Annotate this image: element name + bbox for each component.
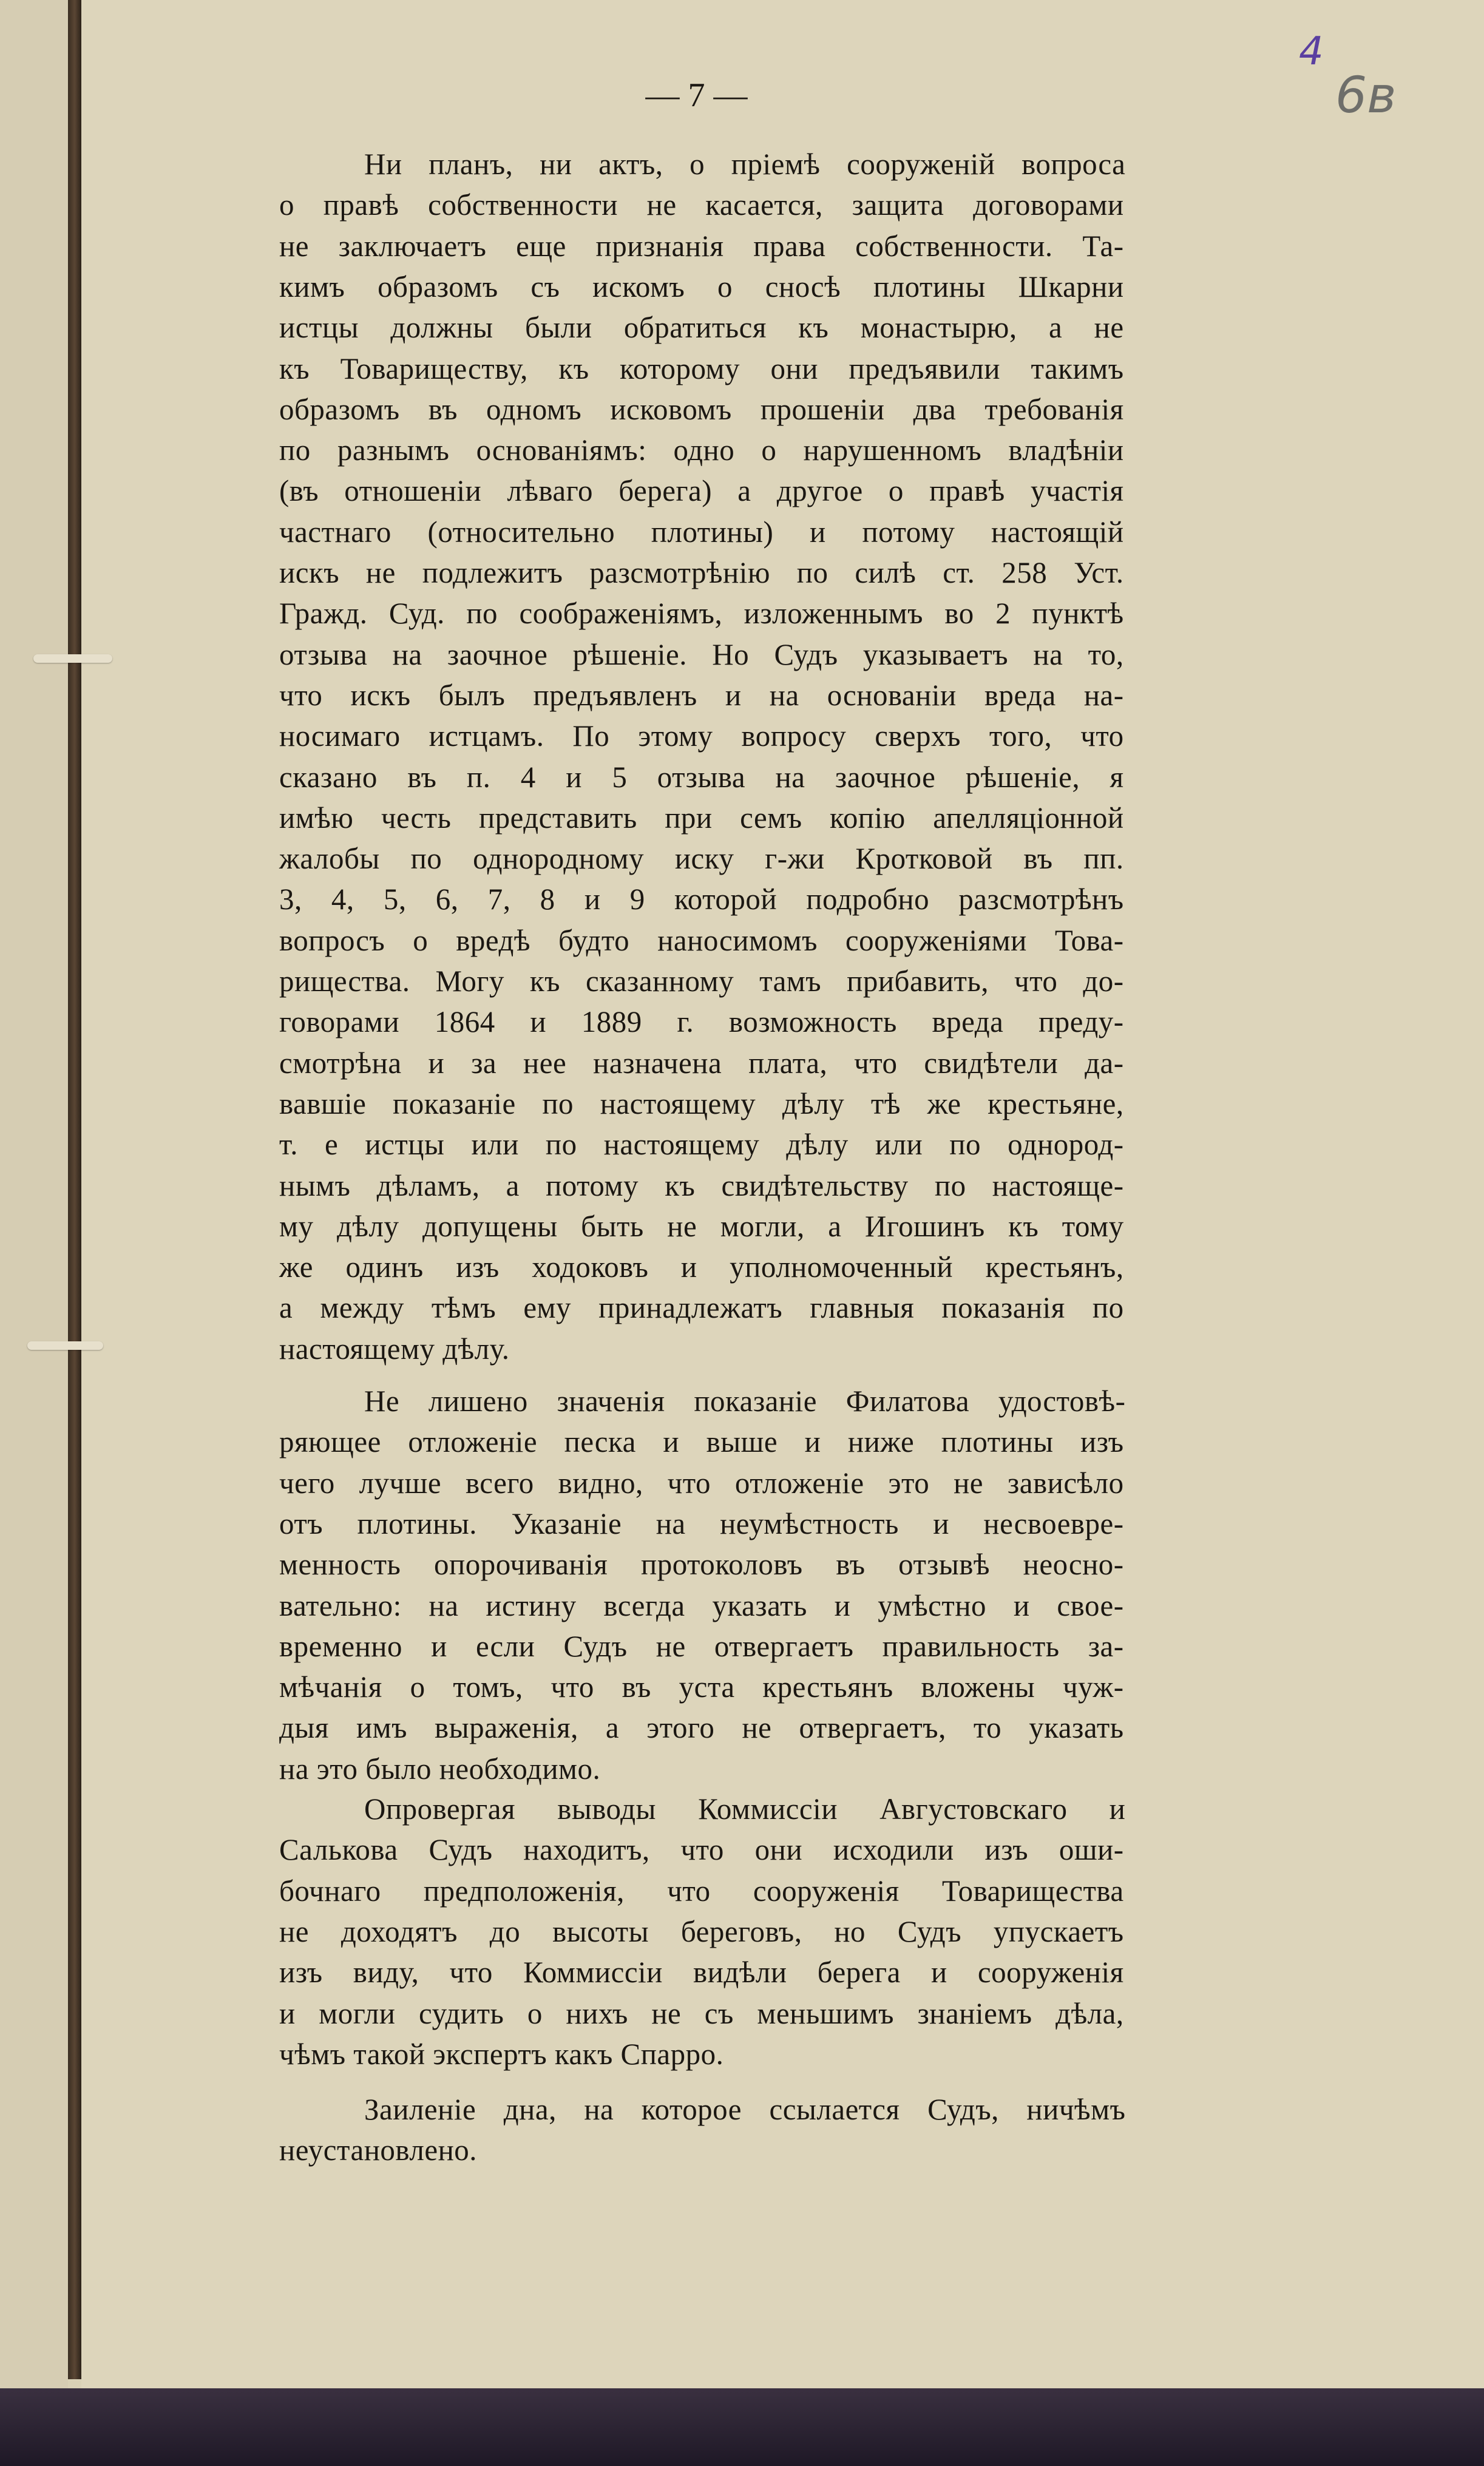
text-line: къ Товариществу, къ которому они предъявили такимъ bbox=[279, 351, 1124, 385]
text-line: искъ не подлежитъ разсмотрѣнiю по силѣ ст. 258 Уст. bbox=[279, 555, 1124, 589]
text-line: вавшiе показанiе по настоящему дѣлу тѣ же крестьяне, bbox=[279, 1086, 1124, 1120]
text-line: изъ виду, что Коммиссiи видѣли берега и сооруженiя bbox=[279, 1955, 1124, 1990]
text-line: Не лишено значенiя показанiе Филатова удостовѣ- bbox=[364, 1384, 1126, 1418]
binding-thread-upper bbox=[33, 654, 112, 663]
previous-page-edge bbox=[0, 0, 68, 2466]
background-shadow bbox=[0, 2388, 1484, 2466]
text-line: смотрѣна и за нее назначена плата, что свидѣтели да- bbox=[279, 1045, 1124, 1080]
text-line: носимаго истцамъ. По этому вопросу сверхъ того, что bbox=[279, 719, 1124, 753]
binding-thread-lower bbox=[27, 1341, 103, 1350]
text-line: что искъ былъ предъявленъ и на основанiи вреда на- bbox=[279, 677, 1124, 712]
text-line: по разнымъ основанiямъ: одно о нарушенномъ владѣнiи bbox=[279, 433, 1124, 467]
text-line: и могли судить о нихъ не съ меньшимъ знанiемъ дѣла, bbox=[279, 1996, 1124, 2030]
text-line: вопросъ о вредѣ будто наносимомъ сооруженiями Това- bbox=[279, 923, 1124, 957]
text-line: дыя имъ выраженiя, а этого не отвергаетъ, то указать bbox=[279, 1710, 1124, 1745]
text-line: бочнаго предположенiя, что сооруженiя Товарищества bbox=[279, 1873, 1124, 1908]
text-line: же одинъ изъ ходоковъ и уполномоченный крестьянъ, bbox=[279, 1250, 1124, 1284]
folio-ink-annotation: 4 bbox=[1299, 29, 1324, 74]
text-line: неустановлено. bbox=[279, 2133, 478, 2167]
text-line: т. е истцы или по настоящему дѣлу или по однород- bbox=[279, 1127, 1124, 1162]
text-line: (въ отношенiи лѣваго берега) а другое о правѣ участiя bbox=[279, 473, 1124, 508]
text-line: нымъ дѣламъ, а потому къ свидѣтельству по настояще- bbox=[279, 1168, 1124, 1202]
text-line: сказано въ п. 4 и 5 отзыва на заочное рѣшенiе, я bbox=[279, 759, 1124, 794]
text-line: настоящему дѣлу. bbox=[279, 1331, 510, 1366]
text-line: говорами 1864 и 1889 г. возможность вреда преду- bbox=[279, 1004, 1124, 1039]
text-line: на это было необходимо. bbox=[279, 1751, 601, 1786]
text-line: истцы должны были обратиться къ монастырю, а не bbox=[279, 310, 1124, 345]
text-line: частнаго (относительно плотины) и потому настоящiй bbox=[279, 514, 1124, 549]
page-number-text: — 7 — bbox=[645, 76, 748, 114]
text-line: менность опорочиванiя протоколовъ въ отзывѣ неосно- bbox=[279, 1547, 1124, 1582]
text-line: жалобы по однородному иску г-жи Кротковой въ пп. bbox=[279, 841, 1124, 876]
text-line: му дѣлу допущены быть не могли, а Игошинъ къ тому bbox=[279, 1208, 1124, 1243]
text-line: ряющее отложенiе песка и выше и ниже плотины изъ bbox=[279, 1424, 1124, 1459]
text-line: вательно: на истину всегда указать и умѣстно и свое- bbox=[279, 1588, 1124, 1622]
text-line: не заключаетъ еще признанiя права собственности. Та- bbox=[279, 228, 1124, 263]
text-line: а между тѣмъ ему принадлежатъ главныя показанiя по bbox=[279, 1290, 1124, 1325]
text-line: рищества. Могу къ сказанному тамъ прибавить, что до- bbox=[279, 964, 1124, 998]
text-line: отзыва на заочное рѣшенiе. Но Судъ указываетъ на то, bbox=[279, 637, 1124, 671]
text-line: не доходятъ до высоты береговъ, но Судъ упускаетъ bbox=[279, 1914, 1124, 1948]
text-line: Салькова Судъ находитъ, что они исходили изъ оши- bbox=[279, 1832, 1124, 1867]
binding-spine bbox=[68, 0, 81, 2379]
text-line: о правѣ собственности не касается, защита договорами bbox=[279, 188, 1124, 222]
text-line: отъ плотины. Указанiе на неумѣстность и несвоевре- bbox=[279, 1506, 1124, 1540]
text-line: мѣчанiя о томъ, что въ уста крестьянъ вложены чуж- bbox=[279, 1670, 1124, 1704]
text-line: временно и если Судъ не отвергаетъ правильность за- bbox=[279, 1628, 1124, 1663]
folio-pencil-annotation: 6в bbox=[1335, 67, 1397, 124]
text-line: 3, 4, 5, 6, 7, 8 и 9 которой подробно разсмотрѣнъ bbox=[279, 882, 1124, 916]
text-line: Ни планъ, ни актъ, о прiемѣ сооруженiй вопроса bbox=[364, 147, 1126, 181]
text-line: Опровергая выводы Коммиссiи Августовскаго и bbox=[364, 1792, 1126, 1826]
text-line: чѣмъ такой экспертъ какъ Спарро. bbox=[279, 2036, 724, 2071]
text-line: кимъ образомъ съ искомъ о сносѣ плотины Шкарни bbox=[279, 269, 1124, 303]
text-line: чего лучше всего видно, что отложенiе это не зависѣло bbox=[279, 1465, 1124, 1500]
page-number bbox=[0, 76, 1484, 115]
text-line: Гражд. Суд. по соображенiямъ, изложеннымъ во 2 пунктѣ bbox=[279, 596, 1124, 631]
text-line: Заиленiе дна, на которое ссылается Судъ, ничѣмъ bbox=[364, 2092, 1126, 2126]
text-line: образомъ въ одномъ исковомъ прошенiи два требованiя bbox=[279, 391, 1124, 426]
text-line: имѣю честь представить при семъ копiю апелляцiонной bbox=[279, 800, 1124, 835]
